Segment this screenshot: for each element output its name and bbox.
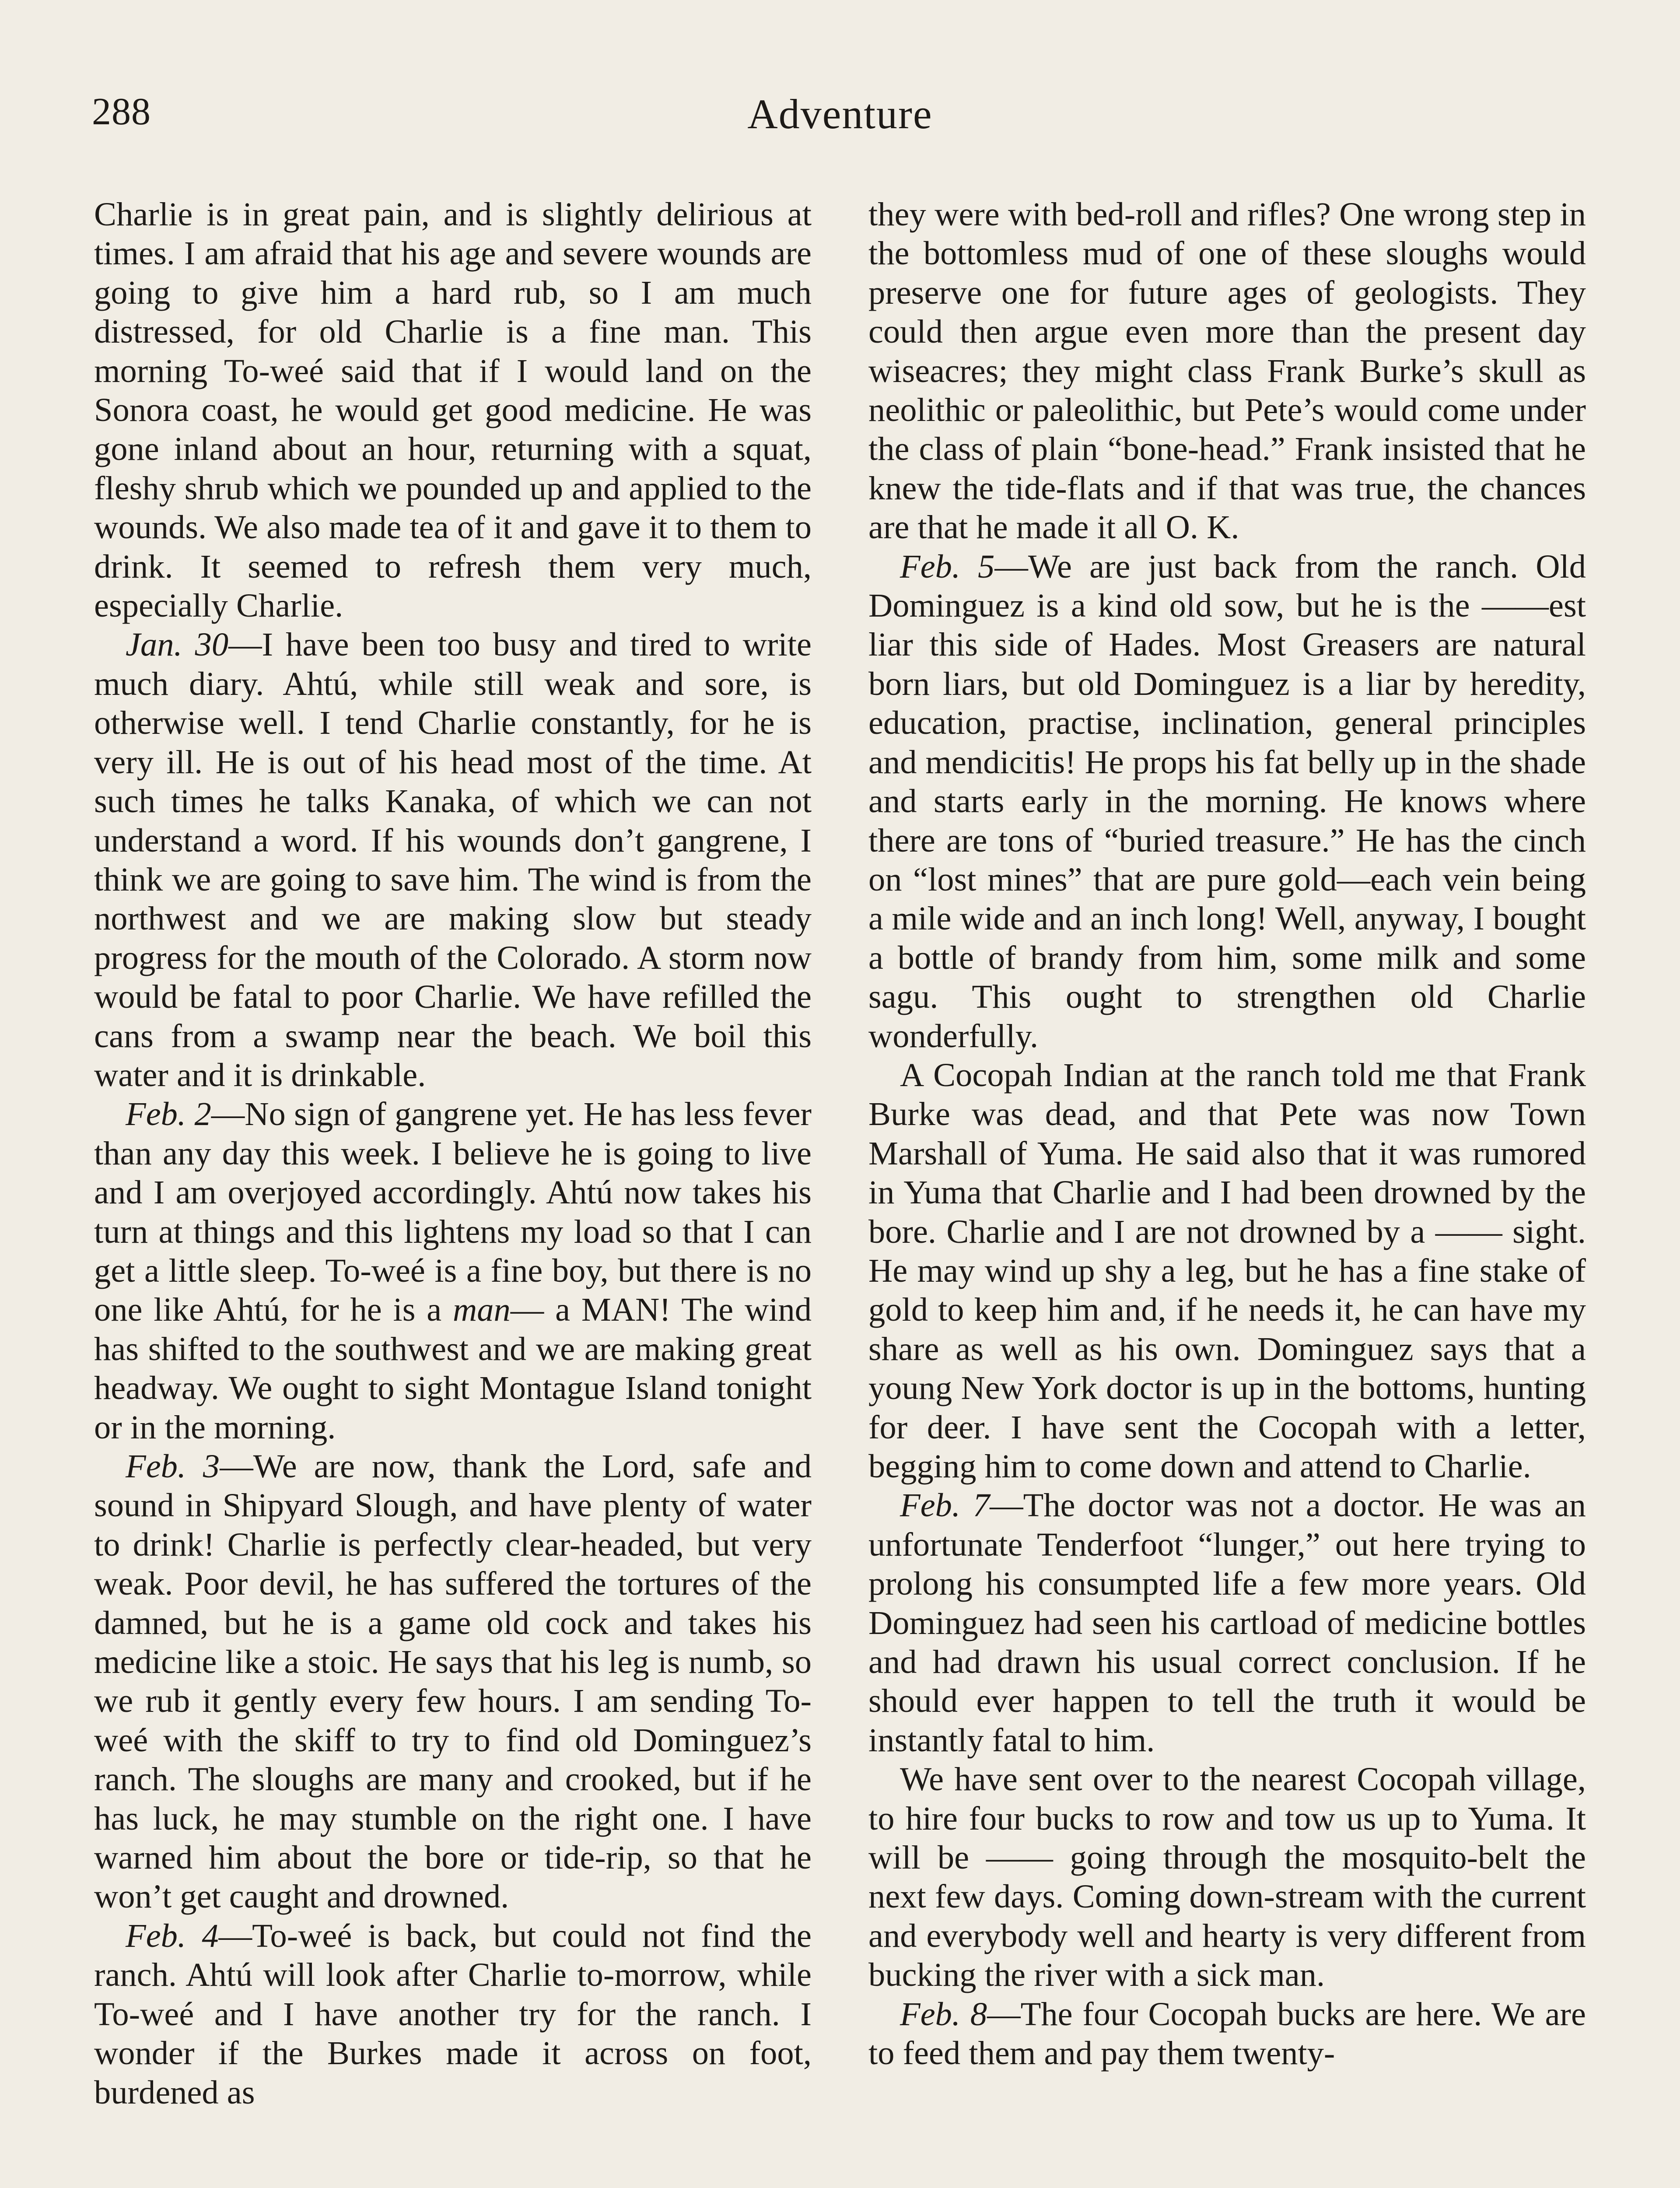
paragraph: A Cocopah Indian at the ranch told me that Frank Burke was dead, and that Pete was now Town Marshall of Yuma. He said also that it was rumored in Yuma that Charlie and I had been drowned by the bore. Charlie and I are not drowned by a —— sight. He may wind up shy a leg, but he has a fine stake of gold to keep him and, if he needs it, he can have my share as well as his own. Dominguez says that a young New York doctor is up in the bottoms, hunting for deer. I have sent the Cocopah with a letter, begging him to come down and attend to Charlie. — [868, 1056, 1586, 1485]
left-column — [94, 195, 812, 2188]
running-title: Adventure — [747, 91, 933, 137]
diary-entry-feb-5 — [868, 547, 1586, 1055]
paragraph-continuation: Charlie is in great pain, and is slightly delirious at times. I am afraid that his age and severe wounds are going to give him a hard rub, so I am much distressed, for old Charlie is a fine man. This morning To-weé said that if I would land on the Sonora coast, he would get good medicine. He was gone inland about an hour, returning with a squat, fleshy shrub which we pounded up and applied to the wounds. We also made tea of it and gave it to them to drink. It seemed to refresh them very much, especially Charlie. — [94, 196, 812, 624]
paragraph-continuation: they were with bed-roll and rifles? One wrong step in the bottomless mud of one of these sloughs would preserve one for future ages of geologists. They could then argue even more than the present day wiseacres; they might class Frank Burke’s skull as neolithic or paleolithic, but Pete’s would come under the class of plain “bone-head.” Frank insisted that he knew the tide-flats and if that was true, the chances are that he made it all O. K. — [868, 196, 1586, 546]
diary-entry-feb-3 — [94, 1447, 812, 1916]
entry-text: —No sign of gangrene yet. He has less fever than any day this week. I believe he is going to live and I am overjoyed accordingly. Ahtú now takes his turn at things and this lightens my load so that I can get a little sleep. To-weé is a fine boy, but there is no one like Ahtú, for he is a — [94, 1095, 812, 1329]
diary-entry-jan-30 — [94, 625, 812, 1094]
entry-date: Feb. 8 — [900, 1995, 987, 2033]
entry-text: —The four Cocopah bucks are here. We are to feed them and pay them twenty- — [868, 1995, 1586, 2072]
entry-text: —To-weé is back, but could not find the ranch. Ahtú will look after Charlie to-morrow, while To-weé and I have another try for the ranch. I wonder if the Burkes made it across on foot, burdened as — [94, 1917, 812, 2111]
right-column — [868, 195, 1586, 2188]
entry-date: Feb. 5 — [900, 547, 995, 585]
entry-date: Feb. 4 — [126, 1917, 219, 1954]
page-number: 288 — [92, 91, 151, 133]
page-header — [92, 90, 1588, 142]
diary-entry-feb-8 — [868, 1995, 1586, 2073]
entry-text: —We are just back from the ranch. Old Dominguez is a kind old sow, but he is the ——est liar this side of Hades. Most Greasers are natural born liars, but old Dominguez is a liar by heredity, education, practise, inclination, general principles and mendicitis! He props his fat belly up in the shade and starts early in the morning. He knows where there are tons of “buried treasure.” He has the cinch on “lost mines” that are pure gold—each vein being a mile wide and an inch long! Well, anyway, I bought a bottle of brandy from him, some milk and some sagu. This ought to strengthen old Charlie wonderfully. — [868, 547, 1586, 1055]
entry-text: —I have been too busy and tired to write much diary. Ahtú, while still weak and sore, is otherwise well. I tend Charlie constantly, for he is very ill. He is out of his head most of the time. At such times he talks Kanaka, of which we can not understand a word. If his wounds don’t gangrene, I think we are going to save him. The wind is from the northwest and we are making slow but steady progress for the mouth of the Colorado. A storm now would be fatal to poor Charlie. We have refilled the cans from a swamp near the beach. We boil this water and it is drinkable. — [94, 626, 812, 1094]
diary-entry-feb-7 — [868, 1486, 1586, 1760]
entry-text: —We are now, thank the Lord, safe and sound in Shipyard Slough, and have plenty of water to drink! Charlie is perfectly clear-headed, but very weak. Poor devil, he has suffered the tortures of the damned, but he is a game old cock and takes his medicine like a stoic. He says that his leg is numb, so we rub it gently every few hours. I am sending To-weé with the skiff to try to find old Dominguez’s ranch. The sloughs are many and crooked, but if he has luck, he may stumble on the right one. I have warned him about the bore or tide-rip, so that he won’t get caught and drowned. — [94, 1448, 812, 1915]
entry-text: —The doctor was not a doctor. He was an unfortunate Tenderfoot “lunger,” out here trying to prolong his consumpted life a few more years. Old Dominguez had seen his cartload of medicine bottles and had drawn his usual correct conclusion. If he should ever happen to tell the truth it would be instantly fatal to him. — [868, 1487, 1586, 1759]
diary-entry-feb-4 — [94, 1916, 812, 2112]
entry-date: Feb. 7 — [900, 1487, 990, 1524]
entry-date: Feb. 2 — [126, 1095, 211, 1133]
entry-date: Feb. 3 — [126, 1448, 220, 1485]
diary-entry-feb-2 — [94, 1094, 812, 1447]
entry-date: Jan. 30 — [126, 626, 229, 663]
paragraph: We have sent over to the nearest Cocopah village, to hire four bucks to row and tow us up to Yuma. It will be —— going through the mosquito-belt the next few days. Coming down-stream with the current and everybody well and hearty is very different from bucking the river with a sick man. — [868, 1760, 1586, 1994]
entry-text-after: — a MAN! The wind has shifted to the southwest and we are making great headway. We ought to sight Montague Island tonight or in the morning. — [94, 1291, 812, 1446]
entry-emphasis: man — [453, 1291, 511, 1329]
